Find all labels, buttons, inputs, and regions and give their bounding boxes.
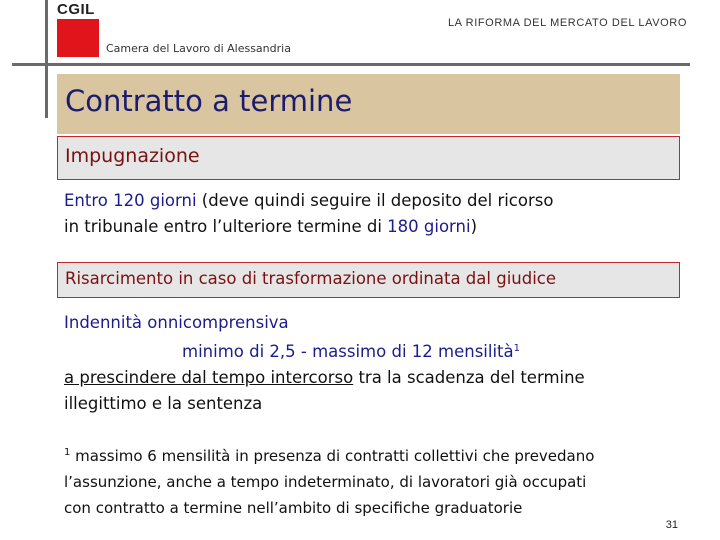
footnote-line-2: l’assunzione, anche a tempo indeterminato, di lavoratori già occupati [64, 473, 587, 491]
indennita-line: Indennità onnicomprensiva [64, 313, 289, 332]
impugnazione-paragraph [64, 188, 553, 240]
sentenza-line: illegittimo e la sentenza [64, 394, 263, 413]
days-120: 120 giorni [113, 191, 197, 210]
text-fragment: ) [470, 217, 478, 236]
section-heading-box-impugnazione [57, 136, 680, 180]
footnote-marker: 1 [64, 447, 71, 458]
header-title: LA RIFORMA DEL MERCATO DEL LAVORO [447, 17, 687, 29]
slide-title: Contratto a termine [65, 84, 353, 118]
decorative-horizontal-line [12, 63, 690, 66]
range-text: minimo di 2,5 - massimo di 12 mensilità [182, 342, 514, 361]
section-heading-risarcimento: Risarcimento in caso di trasformazione ordinata dal giudice [65, 269, 557, 288]
footnote-line-1 [64, 440, 594, 469]
footnote-text: massimo 6 mensilità in presenza di contratti collettivi che prevedano [70, 447, 595, 465]
page-number: 31 [665, 519, 678, 531]
days-180: 180 giorni [387, 217, 471, 236]
footnote [64, 440, 594, 521]
underlined-text: a prescindere dal tempo intercorso [64, 368, 354, 387]
slide-title-band [57, 74, 680, 134]
impugnazione-line-2 [64, 214, 553, 240]
impugnazione-line-1 [64, 188, 553, 214]
section-heading-impugnazione: Impugnazione [65, 145, 200, 167]
organization-name: Camera del Lavoro di Alessandria [106, 42, 291, 55]
text-fragment: tra la scadenza del termine [353, 368, 585, 387]
text-fragment: in tribunale entro l’ulteriore termine di [64, 217, 388, 236]
cgil-logo-block [57, 19, 99, 57]
text-fragment: (deve quindi seguire il deposito del ricorso [196, 191, 554, 210]
cgil-logo-text: CGIL [57, 1, 95, 18]
section-heading-box-risarcimento [57, 262, 680, 298]
range-line [64, 336, 585, 365]
text-fragment: Entro [64, 191, 114, 210]
prescindere-line [64, 365, 585, 391]
footnote-line-3: con contratto a termine nell’ambito di specifiche graduatorie [64, 499, 523, 517]
risarcimento-paragraph [64, 310, 585, 417]
decorative-vertical-line [45, 0, 48, 118]
footnote-ref: 1 [513, 343, 521, 354]
